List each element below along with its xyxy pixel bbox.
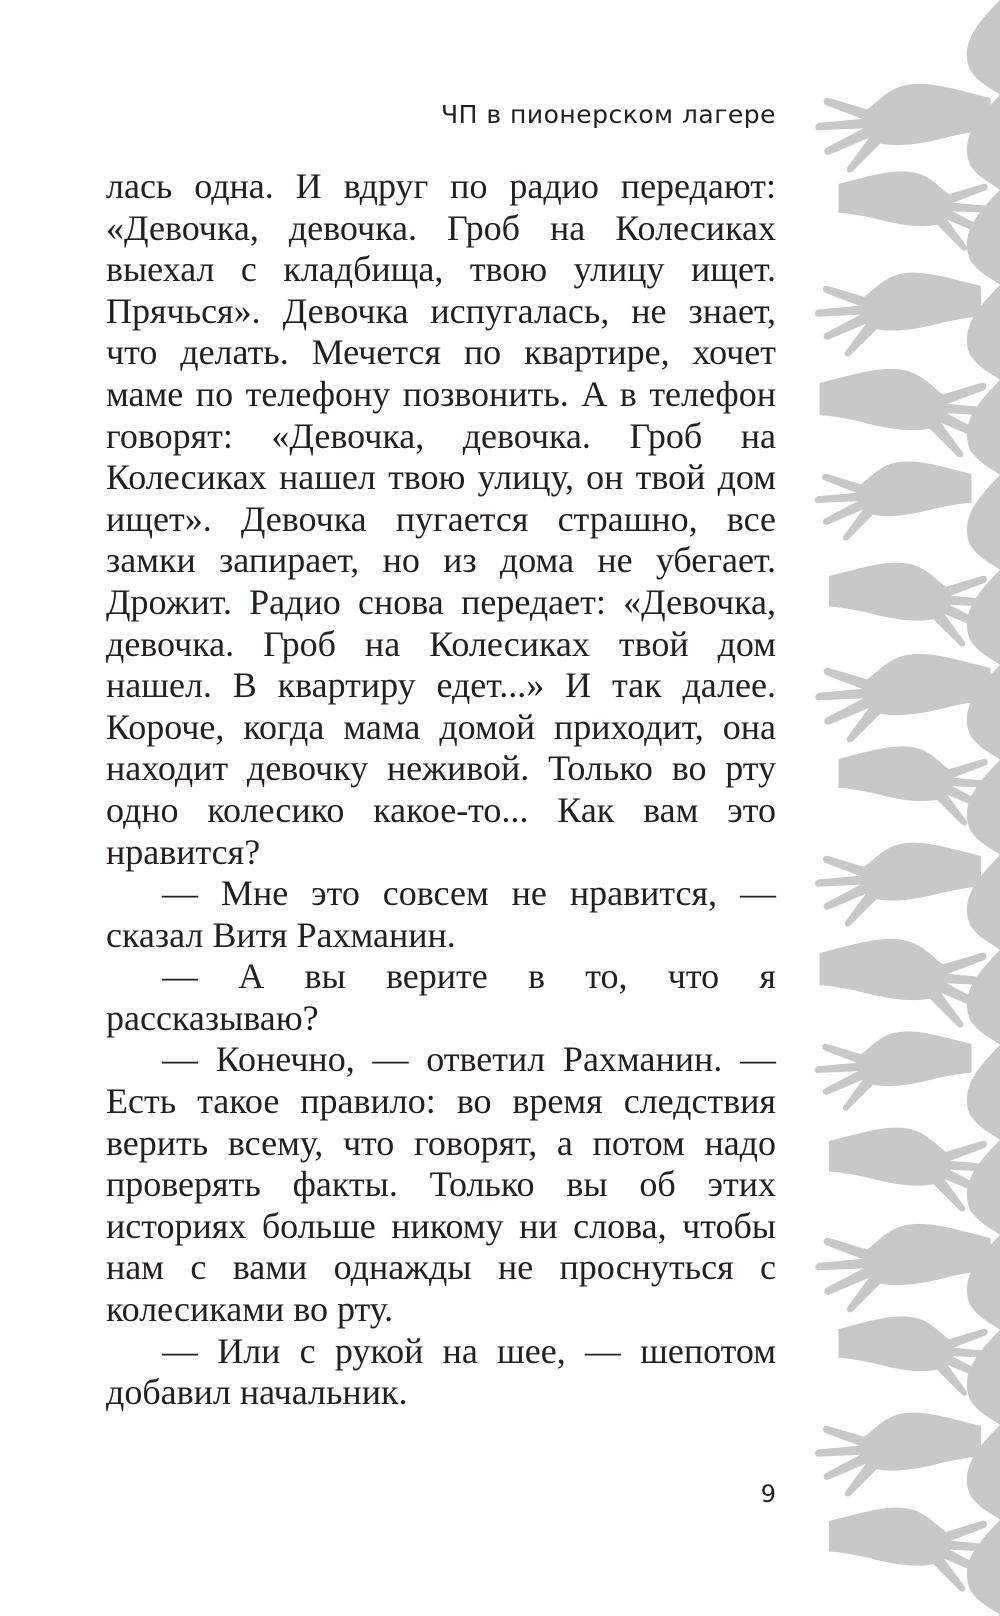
page-number: 9 — [760, 1480, 776, 1508]
paragraph-2: — Мне это совсем не нравится, — сказал Витя Рахманин. — [106, 873, 776, 955]
grasping-hands-border-icon — [810, 0, 1000, 1616]
paragraph-5: — Или с рукой на шее, — шепотом добавил начальник. — [106, 1330, 776, 1413]
paragraph-1: лась одна. И вдруг по радио передают: «Девочка, девочка. Гроб на Колесиках выехал с кладбища, твою улицу ищет. Прячься». Девочка испугалась, не знает, что делать. Мечется по квартире, хочет маме по телефону позвонить. А в телефон говорят: «Девочка, девочка. Гроб на Колесиках нашел твою улицу, он твой дом ищет». Девочка пугается страшно, все замки запирает, но из дома не убегает. Дрожит. Радио снова передает: «Девочка, девочка. Гроб на Колесиках твой дом нашел. В квартиру едет...» И так далее. Короче, когда мама домой приходит, она находит девочку неживой. Только во рту одно колесико какое-то... Как вам это нравится? — [106, 166, 776, 872]
paragraph-4: — Конечно, — ответил Рахманин. — Есть такое правило: во время следствия верить всему, что говорят, а потом надо проверять факты. Только вы об этих историях больше никому ни слова, чтобы нам с вами однажды не проснуться с колесиками во рту. — [106, 1039, 776, 1330]
running-header: ЧП в пионерском лагере — [440, 100, 776, 129]
paragraph-3: — А вы верите в то, что я рассказываю? — [106, 956, 776, 1038]
body-text — [106, 166, 776, 1414]
